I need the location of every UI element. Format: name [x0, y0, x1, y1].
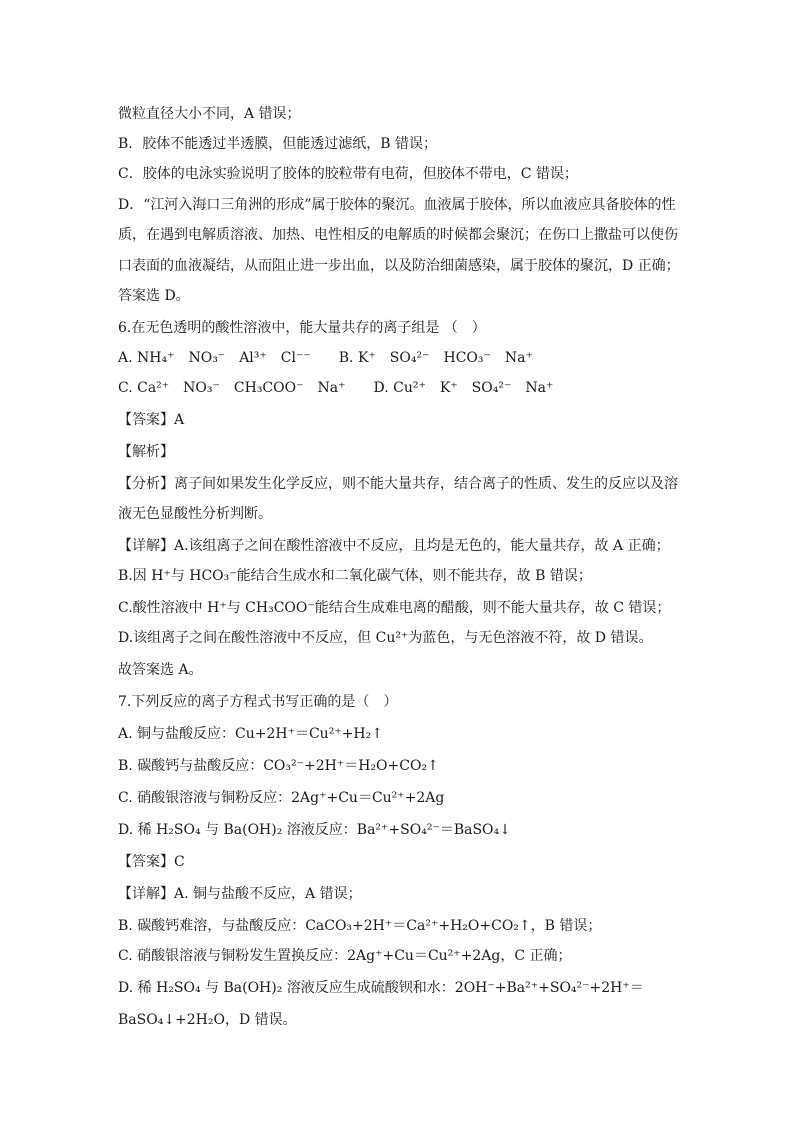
question-6-options-ab: A. NH₄⁺ NO₃⁻ Al³⁺ Cl⁻⁻ B. K⁺ SO₄²⁻ HCO₃⁻ Na⁺: [118, 350, 533, 366]
question-7-option-c: C. 硝酸银溶液与铜粉反应：2Ag⁺+Cu＝Cu²⁺+2Ag: [118, 790, 445, 806]
text-line: 故答案选 A。: [118, 662, 203, 678]
text-line: D. 稀 H₂SO₄ 与 Ba(OH)₂ 溶液反应生成硫酸钡和水：2OH⁻+Ba²⁺+SO₄²⁻+2H⁺＝: [118, 980, 644, 996]
text-line: D．“江河入海口三角洲的形成”属于胶体的聚沉。血液属于胶体，所以血液应具备胶体的性: [118, 197, 676, 213]
text-line: 【详解】A.该组离子之间在酸性溶液中不反应，且均是无色的，能大量共存，故 A 正确；: [118, 538, 670, 554]
text-line: C.酸性溶液中 H⁺与 CH₃COO⁻能结合生成难电离的醋酸，则不能大量共存，故 C 错误；: [118, 600, 671, 616]
text-line: C. 硝酸银溶液与铜粉发生置换反应：2Ag⁺+Cu＝Cu²⁺+2Ag，C 正确；: [118, 948, 572, 964]
text-line: 口表面的血液凝结，从而阻止进一步出血，以及防治细菌感染，属于胶体的聚沉，D 正确；: [118, 258, 680, 274]
text-line: 微粒直径大小不同，A 错误；: [118, 106, 301, 122]
question-7-option-d: D. 稀 H₂SO₄ 与 Ba(OH)₂ 溶液反应：Ba²⁺+SO₄²⁻＝BaSO₄↓: [118, 822, 511, 838]
text-line: B.因 H⁺与 HCO₃⁻能结合生成水和二氧化碳气体，则不能共存，故 B 错误；: [118, 568, 592, 584]
question-6-options-cd: C. Ca²⁺ NO₃⁻ CH₃COO⁻ Na⁺ D. Cu²⁺ K⁺ SO₄²⁻ Na⁺: [118, 380, 554, 396]
question-7-option-b: B. 碳酸钙与盐酸反应：CO₃²⁻+2H⁺＝H₂O+CO₂↑: [118, 758, 439, 774]
answer-label: 【答案】A: [118, 412, 185, 428]
text-line: B. 碳酸钙难溶，与盐酸反应：CaCO₃+2H⁺＝Ca²⁺+H₂O+CO₂↑，B 错误；: [118, 918, 602, 934]
text-line: 【详解】A. 铜与盐酸不反应，A 错误；: [118, 886, 362, 902]
text-line: 质，在遇到电解质溶液、加热、电性相反的电解质的时候都会聚沉；在伤口上撒盐可以使伤: [118, 227, 678, 243]
answer-label: 【答案】C: [118, 854, 185, 870]
text-line: 液无色显酸性分析判断。: [118, 506, 272, 522]
text-line: BaSO₄↓+2H₂O，D 错误。: [118, 1012, 297, 1028]
text-line: B．胶体不能透过半透膜，但能透过滤纸，B 错误；: [118, 136, 438, 152]
question-6-stem: 6.在无色透明的酸性溶液中，能大量共存的离子组是 （ ）: [118, 320, 486, 336]
text-line: 答案选 D。: [118, 288, 190, 304]
question-7-option-a: A. 铜与盐酸反应：Cu+2H⁺＝Cu²⁺+H₂↑: [118, 726, 383, 742]
analysis-label: 【解析】: [118, 444, 174, 460]
text-line: 【分析】离子间如果发生化学反应，则不能大量共存，结合离子的性质、发生的反应以及溶: [118, 476, 678, 492]
text-line: D.该组离子之间在酸性溶液中不反应，但 Cu²⁺为蓝色，与无色溶液不符，故 D 错误。: [118, 630, 653, 646]
text-line: C．胶体的电泳实验说明了胶体的胶粒带有电荷，但胶体不带电，C 错误；: [118, 166, 578, 182]
question-7-stem: 7.下列反应的离子方程式书写正确的是（ ）: [118, 694, 398, 710]
